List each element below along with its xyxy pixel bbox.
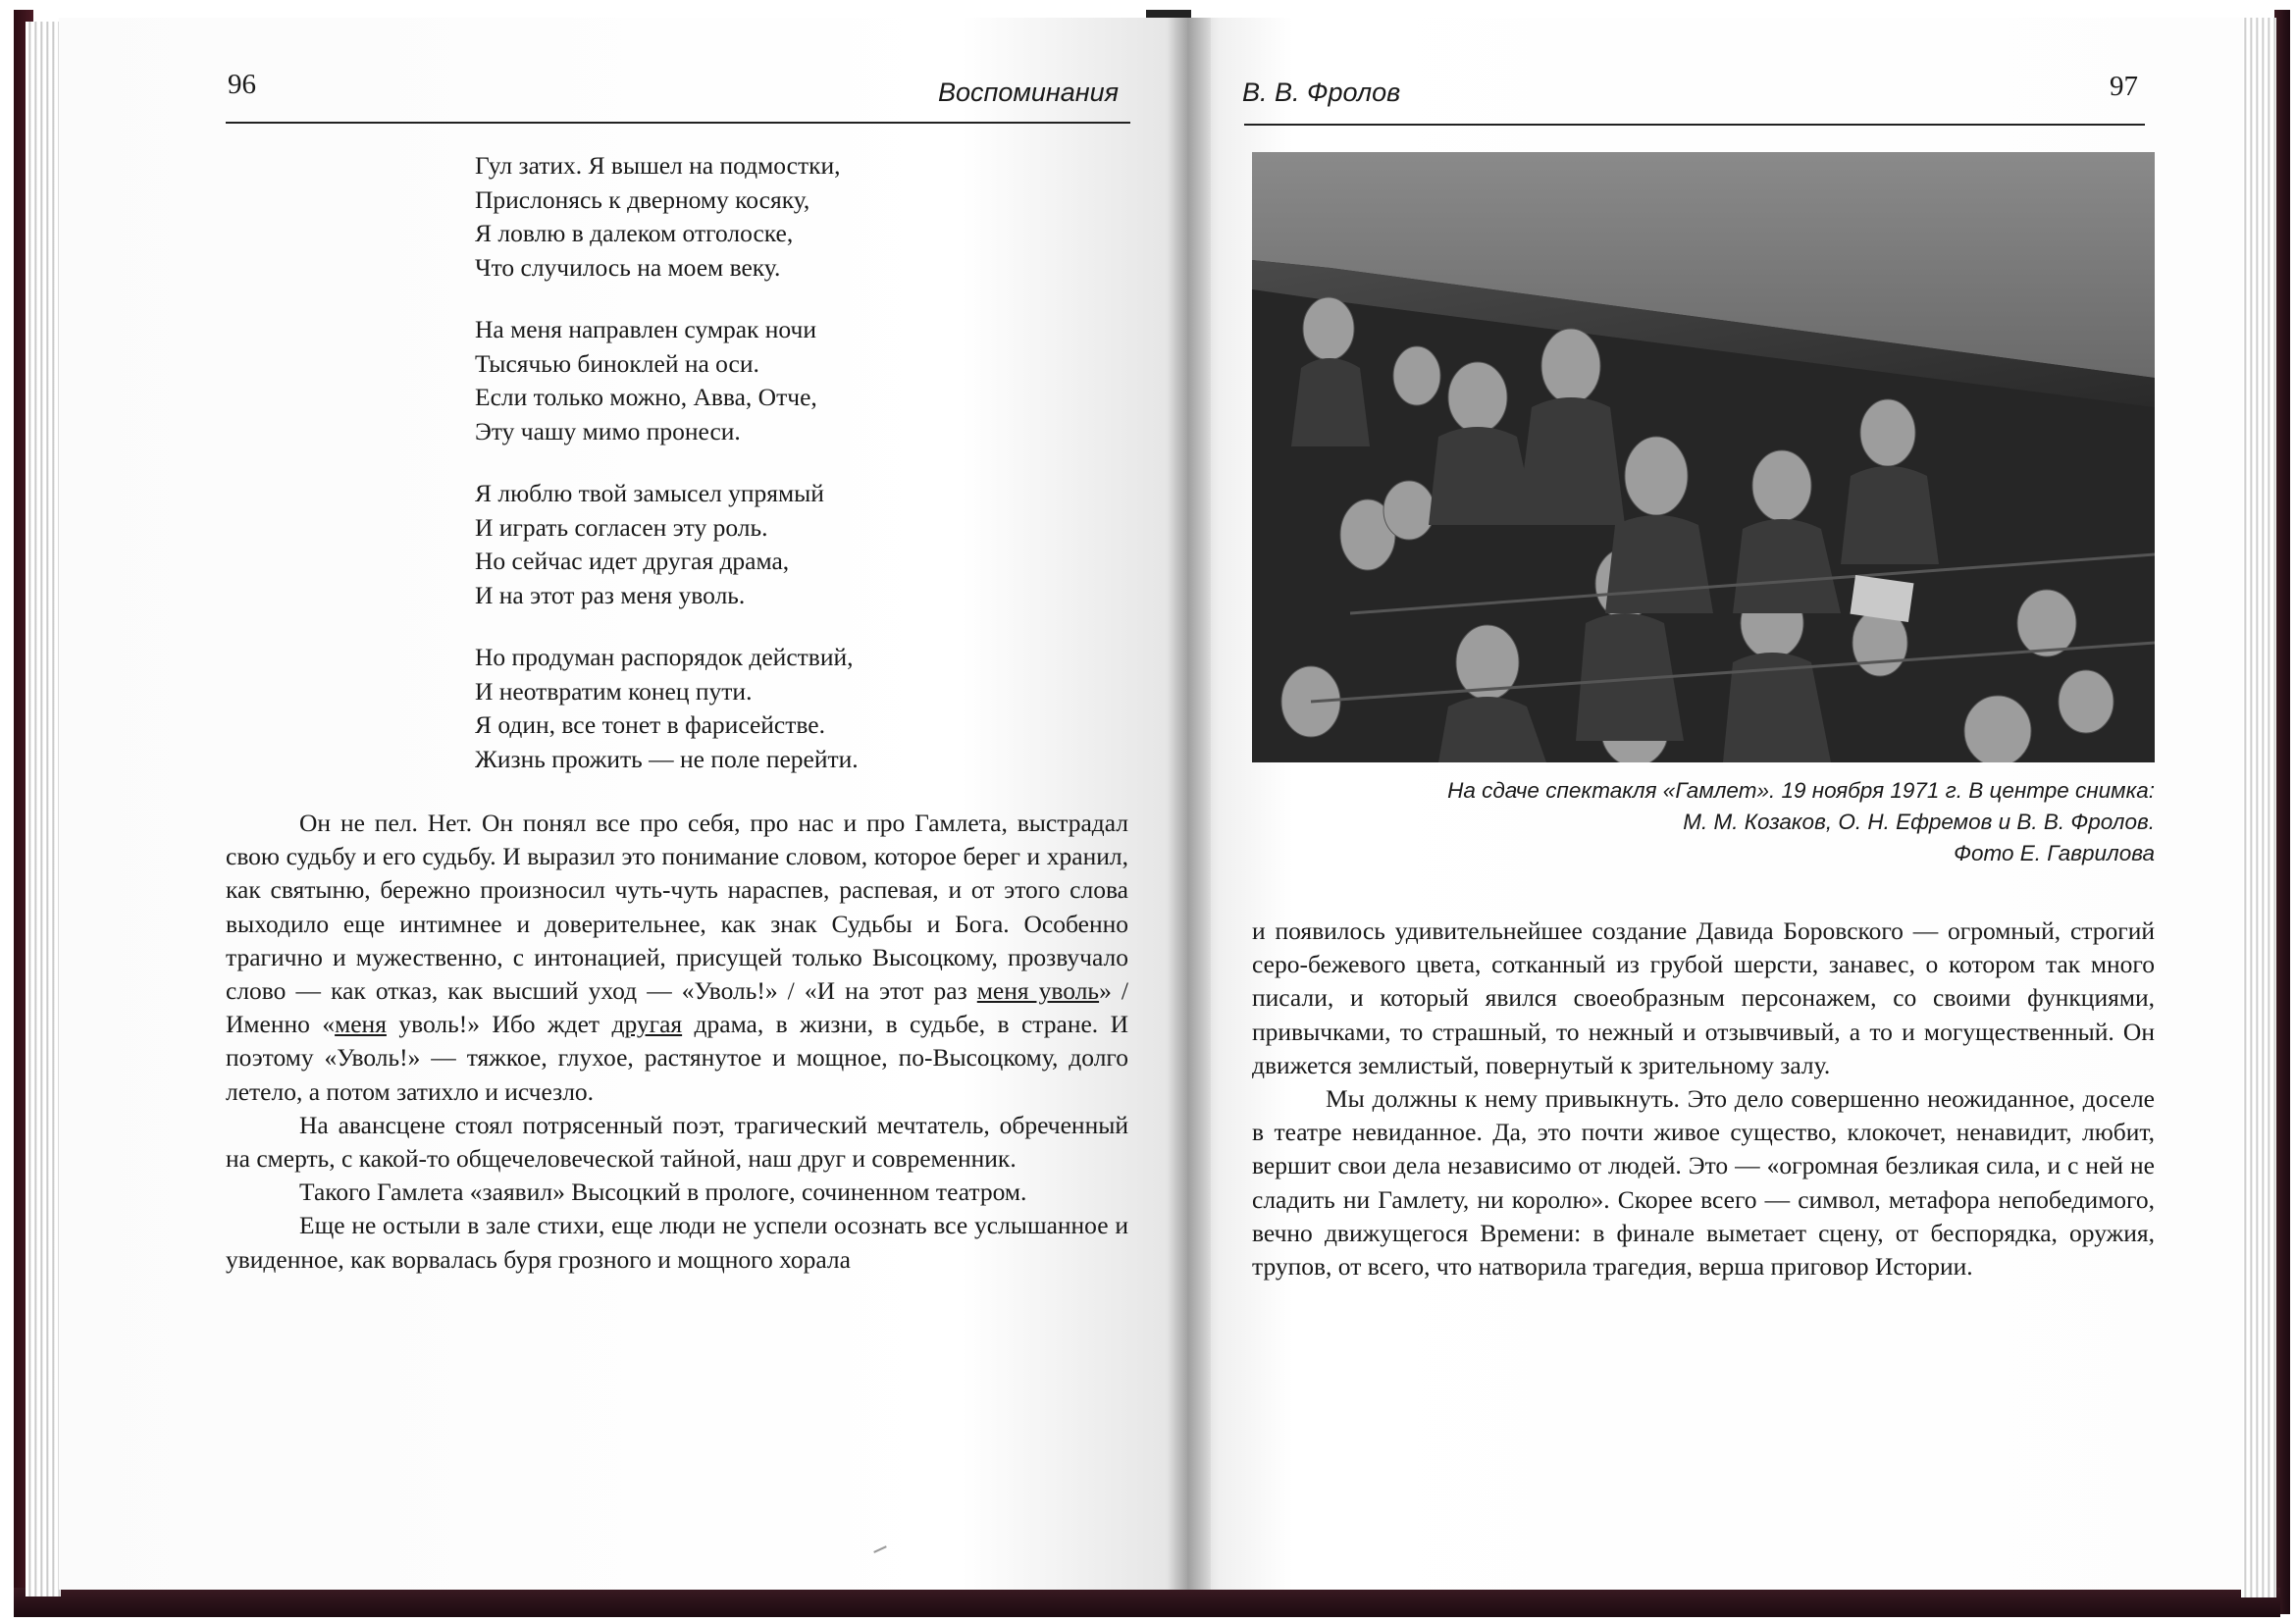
right-page-number: 97 <box>2110 71 2138 102</box>
poem-stanza <box>475 641 965 776</box>
poem-stanza <box>475 149 965 285</box>
paragraph <box>226 1109 1128 1176</box>
right-prose <box>1252 915 2155 1283</box>
paragraph <box>226 807 1128 1109</box>
text-run: Еще не остыли в зале стихи, еще люди не успели осознать все услышанное и увиденное, как ворвалась буря грозного и мощного хорала <box>226 1211 1128 1274</box>
caption-line: На сдаче спектакля «Гамлет». 19 ноября 1971 г. В центре снимка: <box>1447 778 2155 803</box>
poem-line: Эту чашу мимо пронеси. <box>475 416 741 445</box>
poem-line: Что случилось на моем веку. <box>475 252 781 282</box>
poem-line: Я один, все тонет в фарисействе. <box>475 710 825 739</box>
underlined-text: меня уволь <box>976 976 1100 1006</box>
paragraph <box>226 1209 1128 1276</box>
poem-stanza <box>475 313 965 448</box>
poem <box>475 149 965 805</box>
right-header-rule <box>1244 124 2145 126</box>
poem-line: Тысячью биноклей на оси. <box>475 348 759 378</box>
left-page-number: 96 <box>228 69 256 100</box>
poem-stanza <box>475 477 965 612</box>
poem-line: Я ловлю в далеком отголоске, <box>475 219 794 247</box>
poem-line: Но сейчас идет другая драма, <box>475 547 790 575</box>
poem-line: И неотвратим конец пути. <box>475 676 753 706</box>
spine-shadow <box>1168 18 1211 1590</box>
text-run: Он не пел. Нет. Он понял все про себя, про нас и про Гамлета, выстрадал свою судьбу и его судьбу. И выразил это понимание словом, которое берег и хранил, как святыню, бережно произносил чуть-чуть нараспев, распевая, и от этого слова выходило еще интимнее и доверительнее, как знак Судьбы и Бога. Особенно трагично и мужественно, с интонацией, присущей только Высоцкому, прозвучало слово — как отказ, как высший уход — «Уволь!» / «И на этот раз <box>226 809 1128 1006</box>
text-run: уволь!» Ибо ждет <box>386 1010 612 1039</box>
poem-line: Жизнь прожить — не поле перейти. <box>475 744 859 773</box>
caption-line: М. М. Козаков, О. Н. Ефремов и В. В. Фролов. <box>1683 810 2155 834</box>
caption-line: Фото Е. Гаврилова <box>1954 841 2155 865</box>
poem-line: Я люблю твой замысел упрямый <box>475 479 824 507</box>
text-run: На авансцене стоял потрясенный поэт, трагический мечтатель, обреченный на смерть, с какой-то общечеловеческой тайной, наш друг и современник. <box>226 1110 1128 1174</box>
left-running-head: Воспоминания <box>938 78 1120 107</box>
underlined-text: другая <box>611 1010 683 1039</box>
poem-line: И играть согласен эту роль. <box>475 512 768 542</box>
page-edges-right <box>2241 18 2276 1597</box>
poem-line: На меня направлен сумрак ночи <box>475 315 816 343</box>
right-running-head: В. В. Фролов <box>1242 78 1401 107</box>
poem-line: Прислонясь к дверному косяку, <box>475 184 810 214</box>
poem-line: Если только можно, Авва, Отче, <box>475 383 817 411</box>
poem-line: Гул затих. Я вышел на подмостки, <box>475 151 841 180</box>
text-run: Такого Гамлета «заявил» Высоцкий в прологе, сочиненном театром. <box>299 1178 1027 1207</box>
poem-line: И на этот раз меня уволь. <box>475 580 746 609</box>
paragraph: и появилось удивительнейшее создание Давида Боровского — огромный, строгий серо-бежевого цвета, сотканный из грубой шерсти, занавес, о котором так много писали, и который явился своеобразным персонажем, со своими функциями, привычками, то страшный, то нежный и отзывчивый, а то и могущественный. Он движется землистый, повернутый к зрительному залу. <box>1252 916 2155 1079</box>
text-run: » / Именно « <box>226 976 1128 1039</box>
paragraph: Мы должны к нему привыкнуть. Это дело совершенно неожиданное, доселе в театре невиданное. Да, это почти живое существо, клокочет, ненавидит, любит, вершит свои дела независимо от людей. Это — «огромная безликая сила, и с ней не сладить ни Гамлету, ни королю». Скорее всего — символ, метафора непобедимого, вечно движущегося Времени: в финале выметает сцену, от беспорядка, оружия, трупов, от всего, что натворила трагедия, верша приговор Истории. <box>1252 1084 2155 1282</box>
poem-line: Но продуман распорядок действий, <box>475 643 854 671</box>
photo-caption <box>1252 775 2155 869</box>
theatre-audience-photo <box>1252 152 2155 762</box>
book-cover-right <box>2274 10 2290 1614</box>
book-cover-bottom <box>14 1588 2280 1617</box>
left-prose <box>226 807 1128 1277</box>
left-header-rule <box>226 122 1130 124</box>
page-edges-left <box>26 22 61 1597</box>
paragraph <box>226 1176 1128 1209</box>
text-run: драма, в жизни, в судьбе, в стране. И поэтому «Уволь!» — тяжкое, глухое, растянутое и мощное, по-Высоцкому, долго летело, а потом затихло и исчезло. <box>226 1010 1129 1106</box>
underlined-text: меня <box>335 1010 387 1039</box>
